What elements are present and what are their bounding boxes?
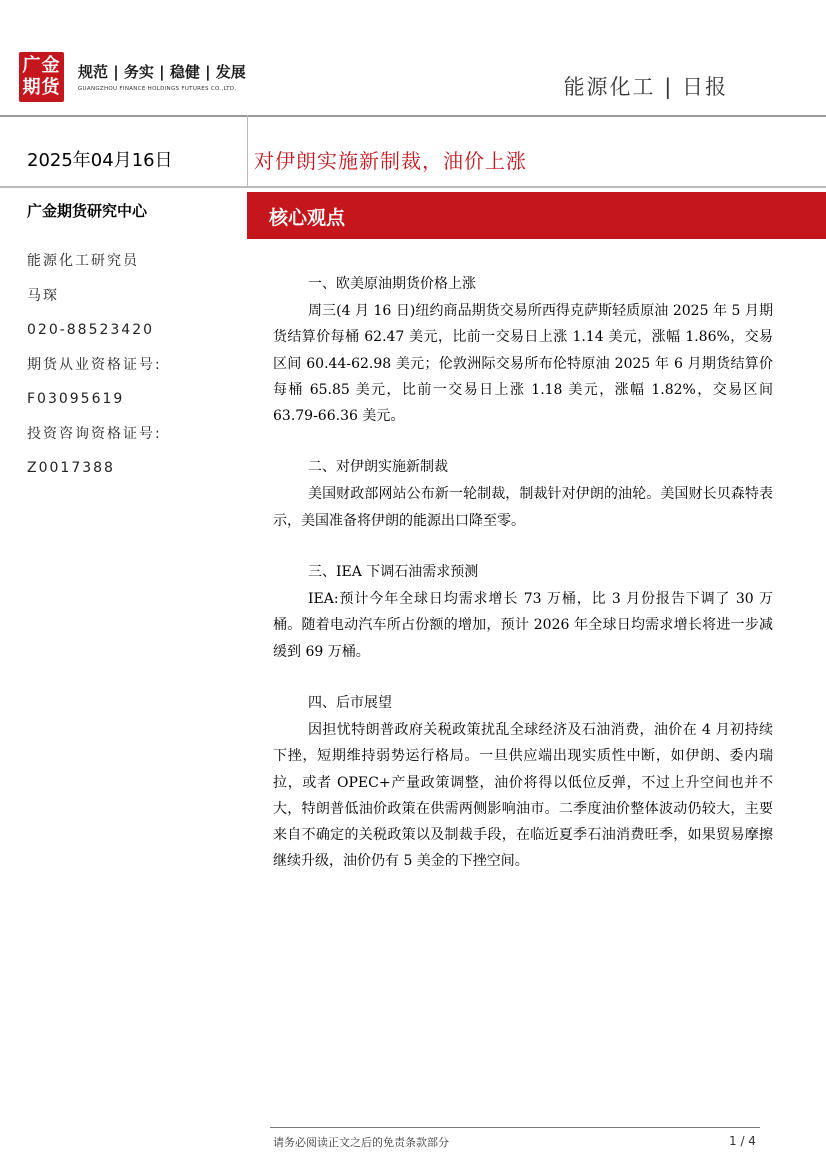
footer-disclaimer: 请务必阅读正文之后的免责条款部分 — [273, 1136, 449, 1149]
advisory-license-label: 投资咨询资格证号: — [27, 425, 162, 442]
page-number: 1 / 4 — [729, 1134, 756, 1148]
company-english-name: GUANGZHOU FINANCE HOLDINGS FUTURES CO.,LTD. — [78, 86, 237, 92]
section-outlook — [273, 689, 773, 875]
title-divider — [0, 186, 826, 188]
section-iran-sanctions — [273, 453, 773, 534]
title-row-divider — [247, 115, 248, 187]
advisory-license-number: Z0017388 — [27, 460, 115, 476]
core-view-banner — [247, 192, 826, 239]
core-view-heading: 核心观点 — [269, 207, 346, 229]
section-title: 三、IEA 下调石油需求预测 — [308, 564, 479, 581]
header-divider — [0, 115, 826, 117]
futures-license-label: 期货从业资格证号: — [27, 356, 162, 373]
analyst-name: 马琛 — [27, 287, 59, 304]
footer-divider — [270, 1127, 760, 1128]
analyst-phone: 020-88523420 — [27, 322, 155, 338]
logo-text-top: 广金 — [22, 55, 61, 76]
section-paragraph: 周三(4 月 16 日)纽约商品期货交易所西得克萨斯轻质原油 2025 年 5 月期货结算价每桶 62.47 美元，比前一交易日上涨 1.14 美元，涨幅 1.86%，交易区间 60.44-62.98 美元；伦敦洲际交易所布伦特原油 2025 年 6 月期货结算价每桶 65.85 美元，比前一交易日上涨 1.18 美元，涨幅 1.82%，交易区间 63.79-66.36 美元。 — [273, 303, 773, 425]
section-iea-demand — [273, 558, 773, 665]
company-slogan: 规范 | 务实 | 稳健 | 发展 — [78, 63, 246, 81]
research-center-name: 广金期货研究中心 — [27, 202, 148, 220]
report-type: 能源化工 | 日报 — [563, 75, 728, 99]
logo-text-bottom: 期货 — [22, 77, 61, 98]
report-body — [273, 270, 773, 899]
section-title: 一、欧美原油期货价格上涨 — [308, 276, 476, 292]
section-crude-futures — [273, 270, 773, 429]
section-title: 四、后市展望 — [308, 694, 392, 711]
report-date: 2025年04月16日 — [27, 150, 173, 171]
report-title: 对伊朗实施新制裁，油价上涨 — [254, 149, 527, 173]
analyst-role: 能源化工研究员 — [27, 253, 139, 269]
company-logo — [19, 52, 64, 102]
section-paragraph: IEA:预计今年全球日均需求增长 73 万桶，比 3 月份报告下调了 30 万桶。随着电动汽车所占份额的增加，预计 2026 年全球日均需求增长将进一步减缓到 69 万桶。 — [273, 591, 773, 660]
section-paragraph: 美国财政部网站公布新一轮制裁，制裁针对伊朗的油轮。美国财长贝森特表示，美国准备将伊朗的能源出口降至零。 — [273, 486, 773, 529]
analyst-info — [27, 244, 162, 486]
section-title: 二、对伊朗实施新制裁 — [308, 459, 448, 476]
section-paragraph: 因担忧特朗普政府关税政策扰乱全球经济及石油消费，油价在 4 月初持续下挫，短期维持弱势运行格局。一旦供应端出现实质性中断，如伊朗、委内瑞拉，或者 OPEC+产量政策调整，油价将得以低位反弹，不过上升空间也并不大，特朗普低油价政策在供需两侧影响油市。二季度油价整体波动仍较大，主要来自不确定的关税政策以及制裁手段，在临近夏季石油消费旺季，如果贸易摩擦继续升级，油价仍有 5 美金的下挫空间。 — [273, 721, 773, 870]
futures-license-number: F03095619 — [27, 391, 125, 407]
